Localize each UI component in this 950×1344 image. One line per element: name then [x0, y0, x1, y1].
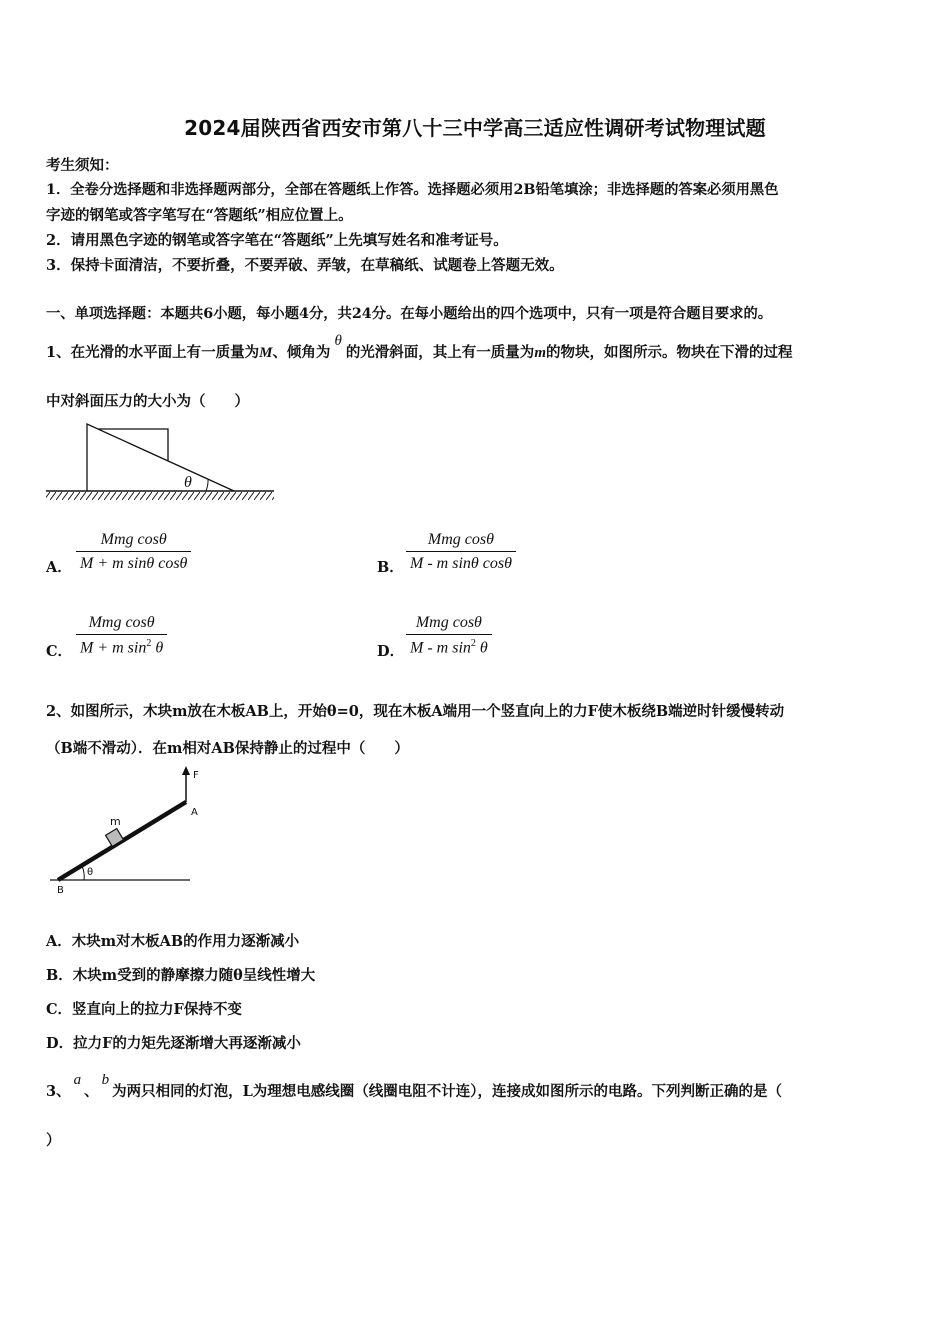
q1-option-a-fraction[interactable]: Mmg cosθ M + m sinθ cosθ: [76, 531, 191, 573]
q1-stem-line1: 1、在光滑的水平面上有一质量为M、倾角为θ的光滑斜面，其上有一质量为m的物块，如图所示。物块在下滑的过程: [46, 333, 793, 361]
q2-option-a[interactable]: A．木块m对木板AB的作用力逐渐减小: [46, 933, 300, 950]
q1-incline-figure: [44, 420, 276, 505]
lamp-a-symbol: a: [73, 1072, 82, 1088]
q3-stem-line2: ）: [46, 1132, 61, 1149]
q1-option-c-label[interactable]: C．: [46, 643, 73, 660]
page-title: 2024届陕西省西安市第八十三中学高三适应性调研考试物理试题: [184, 116, 766, 140]
angle-theta-label: θ: [87, 867, 94, 878]
q1-option-c-fraction[interactable]: Mmg cosθ M + m $\sin^2 \theta$: [76, 614, 167, 657]
q1-option-d-label[interactable]: D．: [377, 643, 405, 660]
point-a-label: A: [191, 807, 198, 818]
q1-option-b-label[interactable]: B．: [377, 559, 404, 576]
q1-option-b-fraction[interactable]: Mmg cosθ M - m sinθ cosθ: [406, 531, 516, 573]
notice-line-3: 3．保持卡面清洁，不要折叠，不要弄破、弄皱，在草稿纸、试题卷上答题无效。: [46, 257, 564, 274]
q2-option-c[interactable]: C．竖直向上的拉力F保持不变: [46, 1001, 242, 1018]
notice-line-1a: 1．全卷分选择题和非选择题两部分，全部在答题纸上作答。选择题必须用2B铅笔填涂；非选择题的答案必须用黑色: [46, 182, 779, 198]
q2-board-figure: [44, 764, 199, 898]
notice-line-2: 2．请用黑色字迹的钢笔或答字笔在“答题纸”上先填写姓名和准考证号。: [46, 232, 508, 249]
q2-stem-line2: （B端不滑动）．在m相对AB保持静止的过程中（ ）: [46, 740, 409, 757]
figure-theta-label: θ: [184, 474, 192, 491]
section-heading: 一、单项选择题：本题共6小题，每小题4分，共24分。在每小题给出的四个选项中，只有一项是符合题目要求的。: [46, 306, 773, 322]
theta-symbol: θ: [334, 333, 342, 349]
block-m-label: m: [110, 815, 121, 828]
notice-line-1b: 字迹的钢笔或答字笔写在“答题纸”相应位置上。: [46, 207, 353, 224]
lamp-b-symbol: b: [101, 1072, 110, 1088]
q1-option-a-label[interactable]: A．: [46, 559, 72, 576]
force-label: F: [193, 770, 199, 781]
notice-heading: 考生须知：: [46, 157, 119, 174]
q1-option-d-fraction[interactable]: Mmg cosθ M - m $\sin^2 \theta$: [406, 614, 492, 657]
q1-stem-line2: 中对斜面压力的大小为（ ）: [46, 393, 249, 410]
point-b-label: B: [57, 885, 64, 896]
q2-option-d[interactable]: D．拉力F的力矩先逐渐增大再逐渐减小: [46, 1035, 301, 1052]
q2-stem-line1: 2、如图所示，木块m放在木板AB上，开始θ=0，现在木板A端用一个竖直向上的力F使木板绕B端逆时针缓慢转动: [46, 703, 785, 720]
q2-option-b[interactable]: B．木块m受到的静摩擦力随θ呈线性增大: [46, 967, 316, 984]
q3-stem-line1: 3、a、b为两只相同的灯泡，L为理想电感线圈（线圈电阻不计连），连接成如图所示的电路。下列判断正确的是（: [46, 1072, 783, 1100]
